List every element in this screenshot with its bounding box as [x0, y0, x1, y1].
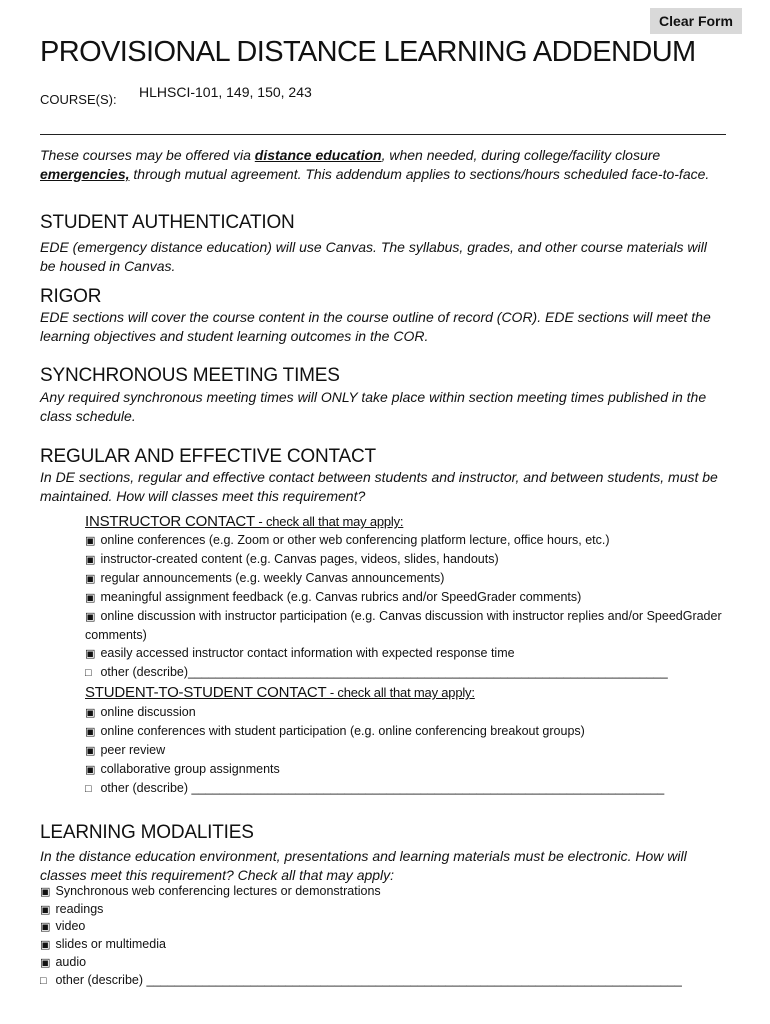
checkbox-empty-icon[interactable]: □ — [40, 974, 47, 987]
checkbox-empty-icon[interactable]: □ — [85, 783, 92, 795]
checklist-item[interactable]: ▣ online discussion with instructor participation (e.g. Canvas discussion with instructor replies and/or SpeedGrader comments) — [85, 609, 722, 642]
checklist-item[interactable]: ▣ readings — [40, 901, 730, 919]
checklist-item[interactable]: ▣ slides or multimedia — [40, 936, 730, 954]
checklist-item[interactable]: ▣ peer review — [85, 741, 725, 760]
checklist-item[interactable]: ▣ regular announcements (e.g. weekly Canvas announcements) — [85, 569, 725, 588]
student-heading-text: STUDENT-TO-STUDENT CONTACT — [85, 684, 327, 701]
distance-education-term: distance education — [254, 147, 382, 163]
intro-text-3: through mutual agreement. This addendum applies to sections/hours scheduled face-to-face. — [129, 166, 710, 182]
section-title-modalities: LEARNING MODALITIES — [40, 822, 254, 843]
checkbox-checked-icon[interactable]: ▣ — [40, 903, 51, 916]
checkbox-checked-icon[interactable]: ▣ — [40, 939, 51, 952]
checklist-item[interactable]: ▣ audio — [40, 954, 730, 972]
checklist-item[interactable]: ▣ meaningful assignment feedback (e.g. Canvas rubrics and/or SpeedGrader comments) — [85, 588, 725, 607]
checkbox-checked-icon[interactable]: ▣ — [85, 707, 96, 719]
intro-text-2: , when needed, during college/facility closure — [381, 147, 661, 163]
instructor-contact-heading — [85, 513, 403, 530]
checkbox-checked-icon[interactable]: ▣ — [85, 554, 96, 566]
checklist-item[interactable]: ▣ online discussion — [85, 703, 725, 722]
section-title-contact: REGULAR AND EFFECTIVE CONTACT — [40, 446, 376, 467]
checklist-item-other[interactable]: □ other (describe) ____________________________________________________________________ — [85, 779, 725, 798]
authentication-text: EDE (emergency distance education) will use Canvas. The syllabus, grades, and other course materials will be housed in Canvas. — [40, 239, 707, 274]
page-title: PROVISIONAL DISTANCE LEARNING ADDENDUM — [40, 36, 696, 68]
checkbox-checked-icon[interactable]: ▣ — [85, 573, 96, 585]
checklist-item-other[interactable]: □ other (describe) _____________________________________________________________________________ — [40, 972, 730, 990]
checkbox-checked-icon[interactable]: ▣ — [85, 611, 96, 623]
checklist-item[interactable]: ▣ online conferences with student participation (e.g. online conferencing breakout groups) — [85, 722, 725, 741]
checklist-item[interactable]: ▣ easily accessed instructor contact information with expected response time — [85, 644, 725, 663]
section-title-rigor: RIGOR — [40, 286, 102, 307]
synchronous-text: Any required synchronous meeting times will ONLY take place within section meeting times published in the class schedule. — [40, 389, 707, 424]
checklist-item[interactable]: ▣ online conferences (e.g. Zoom or other web conferencing platform lecture, office hours, etc.) — [85, 531, 725, 550]
modalities-text: In the distance education environment, presentations and learning materials must be electronic. How will classes meet this requirement? Check all that may apply: — [40, 848, 687, 883]
contact-text: In DE sections, regular and effective contact between students and instructor, and between students, must be maintained. How will classes meet this requirement? — [40, 469, 718, 504]
course-field[interactable]: HLHSCI-101, 149, 150, 243 — [139, 84, 312, 100]
checkbox-checked-icon[interactable]: ▣ — [40, 956, 51, 969]
checkbox-empty-icon[interactable]: □ — [85, 667, 92, 679]
emergencies-term: emergencies, — [40, 166, 130, 182]
modalities-checklist — [40, 883, 730, 989]
course-label: COURSE(S): — [40, 92, 117, 107]
checkbox-checked-icon[interactable]: ▣ — [85, 535, 96, 547]
instructor-checklist — [85, 531, 725, 682]
section-title-synchronous: SYNCHRONOUS MEETING TIMES — [40, 365, 340, 386]
checkbox-checked-icon[interactable]: ▣ — [85, 745, 96, 757]
checkbox-checked-icon[interactable]: ▣ — [85, 764, 96, 776]
checklist-item[interactable]: ▣ instructor-created content (e.g. Canvas pages, videos, slides, handouts) — [85, 550, 725, 569]
instructor-heading-text: INSTRUCTOR CONTACT — [85, 513, 256, 530]
section-title-authentication: STUDENT AUTHENTICATION — [40, 212, 295, 233]
checklist-item[interactable]: ▣ video — [40, 918, 730, 936]
checklist-item[interactable]: ▣ Synchronous web conferencing lectures or demonstrations — [40, 883, 730, 901]
student-heading-note: - check all that may apply: — [326, 685, 475, 700]
checklist-item-other[interactable]: □ other (describe)_____________________________________________________________________ — [85, 663, 725, 682]
checkbox-checked-icon[interactable]: ▣ — [85, 648, 96, 660]
student-checklist — [85, 703, 725, 798]
intro-paragraph — [40, 146, 726, 184]
instructor-heading-note: - check all that may apply: — [255, 514, 404, 529]
student-contact-heading — [85, 684, 475, 701]
checklist-item[interactable]: ▣ collaborative group assignments — [85, 760, 725, 779]
checkbox-checked-icon[interactable]: ▣ — [85, 592, 96, 604]
intro-text-1: These courses may be offered via — [40, 147, 255, 163]
checkbox-checked-icon[interactable]: ▣ — [40, 921, 51, 934]
rigor-text: EDE sections will cover the course content in the course outline of record (COR). EDE sections will meet the learning objectives and student learning outcomes in the COR. — [40, 309, 711, 344]
clear-form-button[interactable]: Clear Form — [650, 8, 742, 34]
divider — [40, 134, 726, 135]
checkbox-checked-icon[interactable]: ▣ — [40, 886, 51, 898]
checkbox-checked-icon[interactable]: ▣ — [85, 726, 96, 738]
